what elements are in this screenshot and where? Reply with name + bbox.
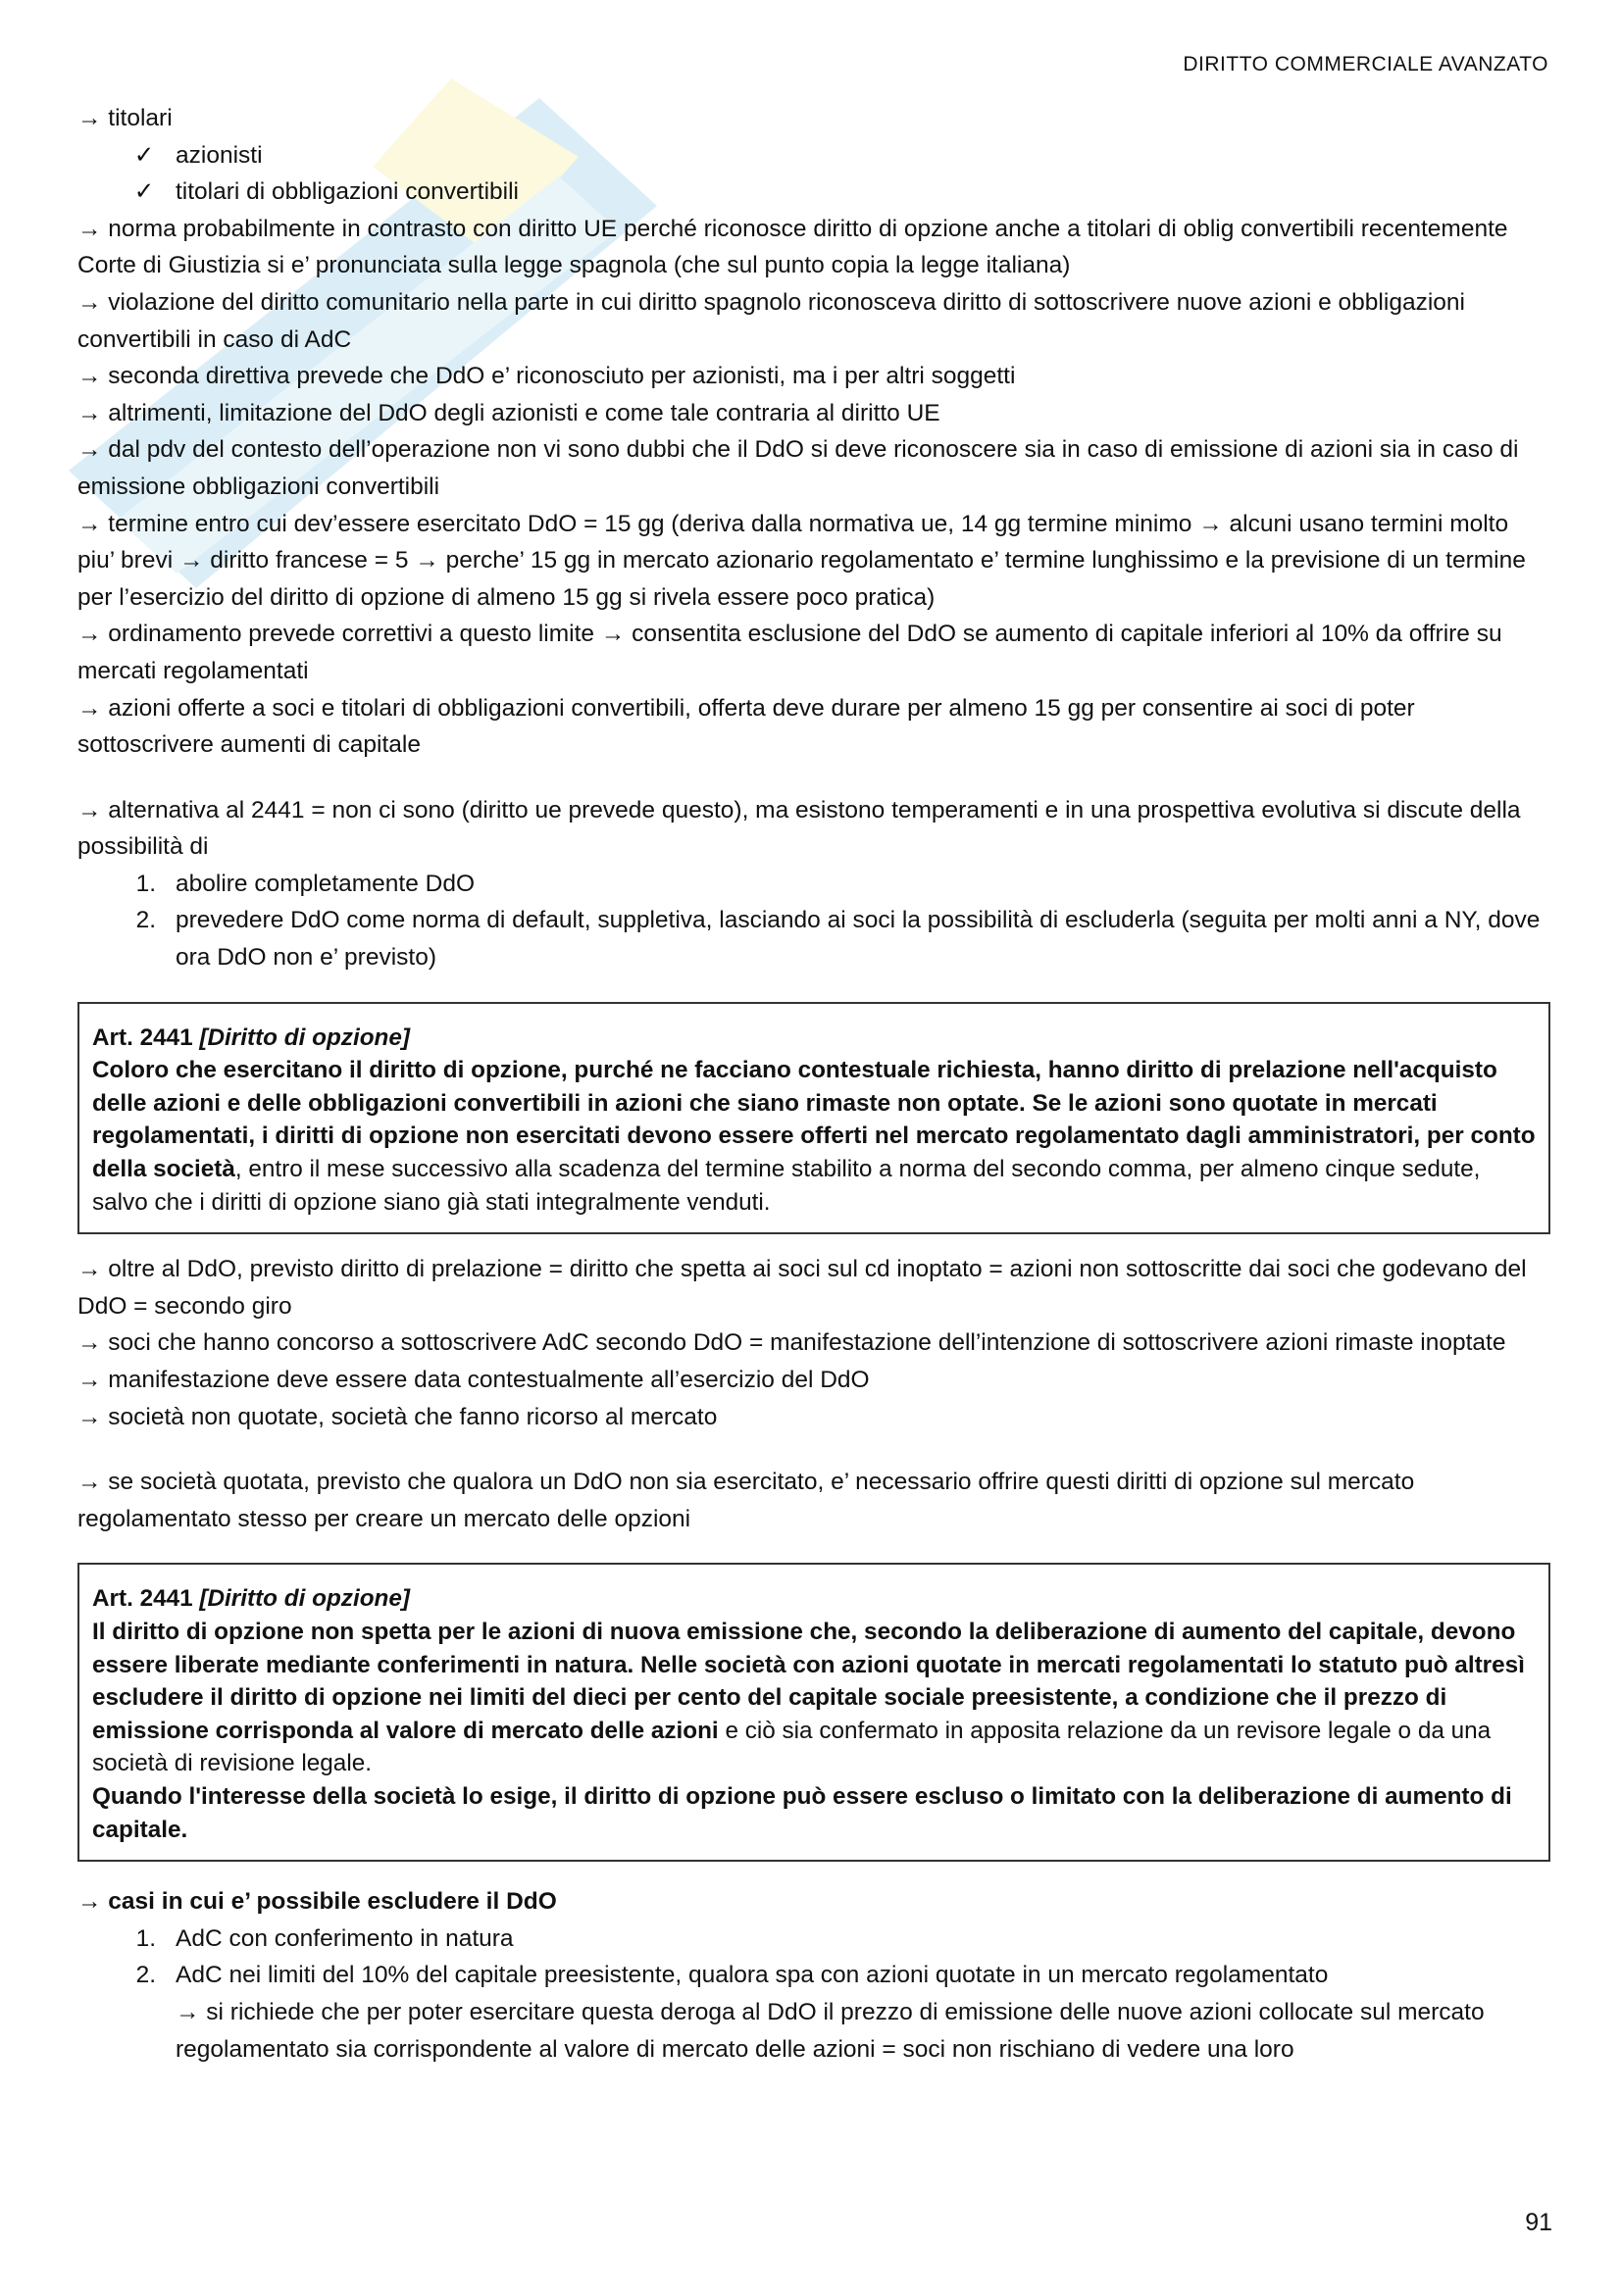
article-box (77, 1002, 1550, 1235)
paragraph: → manifestazione deve essere data contestualmente all’esercizio del DdO (77, 1367, 870, 1393)
article-text: , entro il mese successivo alla scadenza del termine stabilito a norma del secondo comma, per almeno cinque sedute, salvo che i diritti di opzione siano già stati integralmente venduti. (92, 1156, 1481, 1216)
paragraph: → azioni offerte a soci e titolari di obbligazioni convertibili, offerta deve durare per almeno 15 gg per consentire ai soci di poter sottoscrivere aumenti di capitale (77, 694, 1415, 759)
article-text-bold: Il diritto di opzione non spetta per le azioni di nuova emissione che, secondo la deliberazione di aumento del capitale, devono essere liberate mediante conferimenti in natura. Nelle società con azioni quotate in mercati regolamentati lo statuto può altresì escludere il diritto di opzione nei limiti del dieci per cento del capitale sociale preesistente, a condizione che il prezzo di emissione corrisponda al valore di mercato delle azioni (92, 1618, 1525, 1744)
page-number: 91 (1525, 2209, 1552, 2236)
paragraph: → se società quotata, previsto che qualora un DdO non sia esercitato, e’ necessario offrire questi diritti di opzione sul mercato regolamentato stesso per creare un mercato delle opzioni (77, 1469, 1415, 1532)
paragraph: → società non quotate, società che fanno ricorso al mercato (77, 1403, 718, 1430)
check-icon: ✓ (133, 141, 155, 169)
list-subitem: → si richiede che per poter esercitare questa deroga al DdO il prezzo di emissione delle nuove azioni collocate sul mercato regolamentato sia corrispondente al valore di mercato delle azioni = soci non rischiano di vedere una loro (176, 1998, 1485, 2063)
list-item: 1. abolire completamente DdO (77, 866, 1550, 903)
paragraph: → altrimenti, limitazione del DdO degli azionisti e come tale contraria al diritto UE (77, 399, 940, 426)
page-header: DIRITTO COMMERCIALE AVANZATO (1183, 53, 1548, 75)
paragraph: → dal pdv del contesto dell’operazione non vi sono dubbi che il DdO si deve riconoscere sia in caso di emissione di azioni sia in caso di emissione obbligazioni convertibili (77, 436, 1519, 500)
article-title: [Diritto di opzione] (199, 1023, 410, 1051)
paragraph: → seconda direttiva prevede che DdO e’ riconosciuto per azionisti, ma i per altri soggetti (77, 363, 1016, 390)
article-text-bold: Quando l'interesse della società lo esige, il diritto di opzione può essere escluso o limitato con la deliberazione di aumento di capitale. (92, 1782, 1512, 1843)
list-item: 2. prevedere DdO come norma di default, suppletiva, lasciando ai soci la possibilità di escluderla (seguita per molti anni a NY, dove ora DdO non e’ previsto) (77, 902, 1550, 975)
article-text-bold: Coloro che esercitano il diritto di opzione, purché ne facciano contestuale richiesta, hanno diritto di prelazione nell'acquisto delle azioni e delle obbligazioni convertibili in azioni che siano rimaste non optate. Se le azioni sono quotate in mercati regolamentati, i diritti di opzione non esercitati devono essere offerti nel mercato regolamentato dagli amministratori, per conto della società (92, 1057, 1536, 1183)
paragraph: → ordinamento prevede correttivi a questo limite → consentita esclusione del DdO se aumento di capitale inferiori al 10% da offrire su mercati regolamentati (77, 621, 1502, 684)
article-text: e ciò sia confermato in apposita relazione da un revisore legale o da una società di revisione legale. (92, 1717, 1492, 1777)
list-number: 1. (135, 1924, 156, 1952)
list-number: 2. (135, 1962, 156, 1989)
check-icon: ✓ (133, 178, 155, 206)
article-number: Art. 2441 (92, 1585, 200, 1613)
list-item: 2. AdC nei limiti del 10% del capitale preesistente, qualora spa con azioni quotate in un mercato regolamentato (77, 1957, 1550, 1994)
list-item: ✓ titolari di obbligazioni convertibili (77, 174, 1550, 211)
article-number: Art. 2441 (92, 1023, 200, 1051)
article-title: [Diritto di opzione] (199, 1585, 410, 1613)
list-item: 1. AdC con conferimento in natura (77, 1921, 1550, 1958)
paragraph: → titolari (77, 105, 173, 131)
paragraph: → norma probabilmente in contrasto con diritto UE perché riconosce diritto di opzione anche a titolari di oblig convertibili recentemente Corte di Giustizia si e’ pronunciata sulla legge spagnola (che sul punto copia la legge italiana) (77, 215, 1508, 279)
list-item: ✓ azionisti (77, 137, 1550, 175)
paragraph: → oltre al DdO, previsto diritto di prelazione = diritto che spetta ai soci sul cd inoptato = azioni non sottoscritte dai soci che godevano del DdO = secondo giro (77, 1256, 1527, 1320)
article-box (77, 1563, 1550, 1862)
paragraph: → violazione del diritto comunitario nella parte in cui diritto spagnolo riconosceva diritto di sottoscrivere nuove azioni e obbligazioni convertibili in caso di AdC (77, 288, 1465, 353)
paragraph: → soci che hanno concorso a sottoscrivere AdC secondo DdO = manifestazione dell’intenzione di sottoscrivere azioni rimaste inoptate (77, 1329, 1506, 1357)
document-body (77, 100, 1550, 2068)
paragraph: → alternativa al 2441 = non ci sono (diritto ue prevede questo), ma esistono temperamenti e in una prospettiva evolutiva si discute della possibilità di (77, 796, 1521, 861)
list-number: 2. (135, 907, 156, 934)
paragraph: → termine entro cui dev’essere esercitato DdO = 15 gg (deriva dalla normativa ue, 14 gg termine minimo → alcuni usano termini molto piu’ brevi → diritto francese = 5 → perche’ 15 gg in mercato azionario regolamentato e’ termine lunghissimo e la previsione di un termine per l’esercizio del diritto di opzione di almeno 15 gg si rivela essere poco pratica) (77, 510, 1526, 611)
list-number: 1. (135, 870, 156, 897)
section-heading: → casi in cui e’ possibile escludere il DdO (77, 1888, 557, 1916)
